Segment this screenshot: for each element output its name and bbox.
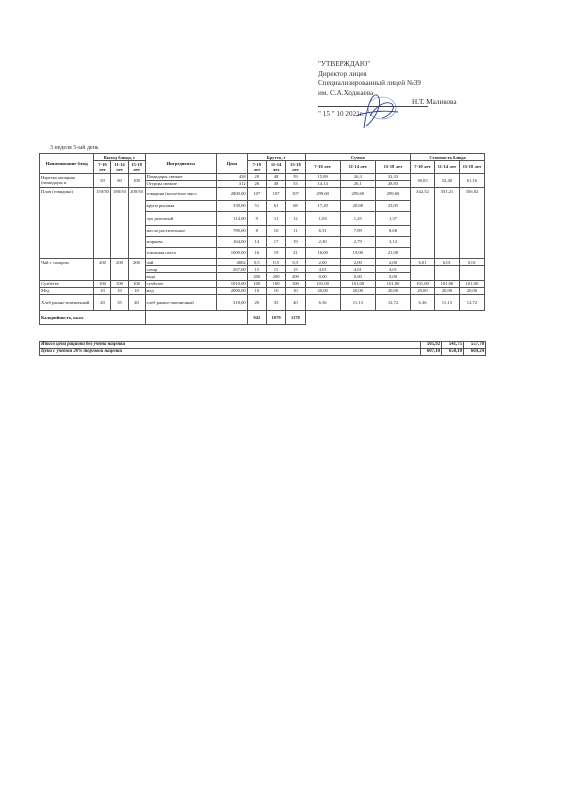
ingredient-cell: сахар (145, 266, 217, 273)
price-cell: 1000,00 (217, 248, 248, 259)
header-ingredients: Ингредиенты (145, 154, 217, 174)
header-gross: Брутто, г (247, 154, 305, 161)
gross-cell: 11 (266, 212, 285, 226)
approval-director-name: Н.Т. Маликова (412, 98, 457, 107)
cost-cell: 342,52 (411, 188, 435, 259)
header-age: 11-14 лет (340, 161, 375, 173)
sum-cell: 299,60 (305, 188, 340, 201)
ingredient-cell: томатная паста (145, 248, 217, 259)
cost-cell: 351,21 (434, 188, 459, 259)
dish-name: Сухбетее (40, 280, 94, 287)
cost-cell: 6,01 (411, 259, 435, 266)
calories-value: 1079 (266, 311, 285, 325)
cost-cell: 101,00 (411, 280, 435, 287)
header-age: 7-10 лет (247, 161, 266, 173)
dish-name: Плов (говядина) (40, 188, 94, 259)
total-value: 650,10 (442, 349, 464, 356)
dish-name: Чай с сахаром (40, 259, 94, 281)
cost-cell: 6,01 (459, 259, 484, 266)
approval-position: Директор лицея (318, 69, 367, 78)
header-age: 15-18 лет (459, 161, 484, 173)
approval-named-after: им. С.А.Ходжаева (318, 88, 374, 97)
gross-cell: 0,5 (266, 259, 285, 266)
total-row (40, 349, 486, 356)
gross-cell: 19 (266, 248, 285, 259)
header-age: 11-14 лет (266, 161, 285, 173)
header-output: Выход блюда, г (94, 154, 145, 161)
gross-cell: 9 (247, 212, 266, 226)
gross-cell: 0,5 (286, 259, 305, 266)
sum-cell: 16,00 (305, 248, 340, 259)
gross-cell: 40 (286, 295, 305, 311)
sum-cell: 20,00 (340, 287, 375, 294)
cost-cell: 20,00 (434, 287, 459, 294)
empty-cell (411, 266, 435, 280)
gross-cell: 200 (247, 273, 266, 280)
ingredient-cell: чай (145, 259, 217, 266)
gross-cell: 10 (266, 287, 285, 294)
cost-cell: 52,40 (434, 173, 459, 187)
cost-cell: 20,00 (411, 287, 435, 294)
header-age-row (40, 161, 485, 173)
header-age: 7-10 лет (305, 161, 340, 173)
table-row (40, 188, 485, 201)
gross-cell: 15 (247, 266, 266, 273)
output-cell: 200/50 (128, 188, 145, 259)
sum-cell: 3,12 (375, 237, 410, 248)
header-age: 11-14 лет (111, 161, 128, 173)
output-cell: 50 (94, 173, 111, 187)
gross-cell: 26 (247, 180, 266, 187)
sum-cell: 32,33 (375, 173, 410, 180)
sum-cell: 26,1 (340, 180, 375, 187)
gross-cell: 107 (266, 188, 285, 201)
output-cell: 10 (94, 287, 111, 294)
gross-cell: 15 (286, 266, 305, 273)
sum-cell: 101,00 (375, 280, 410, 287)
sum-cell: 2,00 (305, 259, 340, 266)
gross-cell: 20 (247, 295, 266, 311)
empty-cell (305, 311, 484, 325)
price-cell: 164,00 (217, 237, 248, 248)
sum-cell: 28,83 (375, 180, 410, 187)
calories-value: 942 (247, 311, 266, 325)
sum-cell: 6,36 (305, 295, 340, 311)
sum-cell: 20,68 (340, 201, 375, 212)
dish-name: Хлеб ржано-пшеничный (40, 295, 94, 311)
approval-organization: Специализированный лицей №39 (318, 79, 421, 88)
sum-cell: 2,00 (375, 259, 410, 266)
ingredient-cell: говядина (котлетное мясо (145, 188, 217, 201)
header-age: 7-10 лет (94, 161, 111, 173)
gross-cell: 29 (247, 173, 266, 180)
empty-cell (145, 311, 247, 325)
cost-cell: 101,00 (459, 280, 484, 287)
sum-cell: 23,05 (375, 201, 410, 212)
ingredient-cell: Огурцы свежие (145, 180, 217, 187)
gross-cell: 8 (247, 226, 266, 237)
price-cell: 789,00 (217, 226, 248, 237)
gross-cell: 21 (286, 248, 305, 259)
dish-name: Нарезка овощная (помидоры и (40, 173, 94, 187)
header-age: 15-18 лет (128, 161, 145, 173)
output-cell: 40 (128, 295, 145, 311)
sum-cell: 2,30 (305, 237, 340, 248)
output-cell: 100 (128, 280, 145, 287)
price-cell: 4002 (217, 259, 248, 266)
sum-cell: 17,29 (305, 201, 340, 212)
output-cell: 10 (111, 287, 128, 294)
price-cell: 312 (217, 180, 248, 187)
sum-cell: 8,68 (375, 226, 410, 237)
sum-cell: 20,00 (305, 287, 340, 294)
table-row (40, 295, 485, 311)
header-name: Наименование блюд (40, 154, 94, 174)
total-value: 669,24 (464, 349, 486, 356)
header-row (40, 154, 485, 161)
price-cell: 1010,00 (217, 280, 248, 287)
cost-cell: 101,00 (434, 280, 459, 287)
sum-cell: 14,14 (305, 180, 340, 187)
sum-cell: 1,37 (375, 212, 410, 226)
sum-cell: 20,00 (375, 287, 410, 294)
cost-cell: 20,00 (459, 287, 484, 294)
week-day-label: 3 неделя 5-ый день (50, 145, 99, 151)
gross-cell: 0,5 (247, 259, 266, 266)
sum-cell: 4,01 (375, 266, 410, 273)
total-row (40, 342, 486, 349)
calories-label: Калорийность, ккал (40, 311, 146, 325)
gross-cell: 14 (247, 237, 266, 248)
gross-cell: 100 (266, 280, 285, 287)
gross-cell: 53 (286, 180, 305, 187)
price-cell: 114,00 (217, 212, 248, 226)
total-value: 541,75 (442, 342, 464, 349)
price-cell (217, 273, 248, 280)
output-cell: 150/50 (94, 188, 111, 259)
header-age: 7-10 лет (411, 161, 435, 173)
gross-cell: 10 (286, 287, 305, 294)
gross-cell: 35 (266, 295, 285, 311)
header-age: 15-18 лет (375, 161, 410, 173)
cost-cell: 6,36 (411, 295, 435, 311)
cost-cell: 30,03 (411, 173, 435, 187)
gross-cell: 51 (247, 201, 266, 212)
calories-value: 1178 (286, 311, 305, 325)
header-price: Цена (217, 154, 248, 174)
sum-cell: 21,00 (375, 248, 410, 259)
calories-row (40, 311, 485, 325)
total-value: 505,92 (421, 342, 442, 349)
gross-cell: 107 (247, 188, 266, 201)
table-row (40, 280, 485, 287)
sum-cell: 101,00 (305, 280, 340, 287)
gross-cell: 100 (286, 280, 305, 287)
gross-cell: 48 (266, 173, 285, 180)
ingredient-cell: лук репчатый (145, 212, 217, 226)
gross-cell: 107 (286, 188, 305, 201)
ingredient-cell: масло растительное (145, 226, 217, 237)
empty-cell (459, 266, 484, 280)
director-signature (346, 86, 406, 136)
sum-cell: 0,00 (340, 273, 375, 280)
header-cost: Стоимость блюда (411, 154, 485, 161)
output-cell: 100 (94, 280, 111, 287)
gross-cell: 10 (247, 287, 266, 294)
sum-cell: 26,3 (340, 173, 375, 180)
price-cell: 2000,00 (217, 287, 248, 294)
sum-cell: 1,25 (340, 212, 375, 226)
ingredient-cell: морковь (145, 237, 217, 248)
sum-cell: 2,00 (340, 259, 375, 266)
gross-cell: 200 (286, 273, 305, 280)
total-value: 607,10 (421, 349, 442, 356)
approval-title: "УТВЕРЖДАЮ" (318, 60, 371, 68)
gross-cell: 15 (266, 266, 285, 273)
total-value: 557,70 (464, 342, 486, 349)
table-row (40, 287, 485, 294)
totals-table (39, 341, 486, 356)
gross-cell: 16 (247, 248, 266, 259)
table-row (40, 259, 485, 266)
price-cell: 267,00 (217, 266, 248, 273)
gross-cell: 19 (286, 237, 305, 248)
total-label: Цена с учетом 20% торговой наценки (40, 349, 421, 356)
ingredient-cell: Помидоры свежие (145, 173, 217, 180)
price-cell: 318,00 (217, 295, 248, 311)
total-label: Итого цена рациона без учета наценки (40, 342, 421, 349)
gross-cell: 48 (266, 180, 285, 187)
gross-cell: 59 (286, 173, 305, 180)
dish-name: Мед (40, 287, 94, 294)
price-cell: 339,00 (217, 201, 248, 212)
ingredient-cell: мед (145, 287, 217, 294)
output-cell: 20 (94, 295, 111, 311)
cost-cell: 61,16 (459, 173, 484, 187)
sum-cell: 4,01 (340, 266, 375, 273)
empty-cell (434, 266, 459, 280)
gross-cell: 11 (286, 226, 305, 237)
cost-cell: 11,13 (434, 295, 459, 311)
cost-cell: 356,82 (459, 188, 484, 259)
gross-cell: 68 (286, 201, 305, 212)
sum-cell: 7,89 (340, 226, 375, 237)
sum-cell: 0,00 (375, 273, 410, 280)
sum-cell: 299,60 (375, 188, 410, 201)
ingredient-cell: вода (145, 273, 217, 280)
menu-table (39, 153, 485, 325)
sum-cell: 11,13 (340, 295, 375, 311)
sum-cell: 1,03 (305, 212, 340, 226)
sum-cell: 15,89 (305, 173, 340, 180)
sum-cell: 12,72 (375, 295, 410, 311)
gross-cell: 200 (266, 273, 285, 280)
ingredient-cell: хлеб ржано-пшеничный (145, 295, 217, 311)
sum-cell: 101,00 (340, 280, 375, 287)
ingredient-cell: сухбетее (145, 280, 217, 287)
ingredient-cell: крупа рисовая (145, 201, 217, 212)
approval-date: " 15 " 10 2021г. (318, 110, 364, 119)
cost-cell: 6,01 (434, 259, 459, 266)
price-cell: 2800,00 (217, 188, 248, 201)
price-cell: 458 (217, 173, 248, 180)
gross-cell: 10 (266, 226, 285, 237)
output-cell: 180/50 (111, 188, 128, 259)
sum-cell: 4,01 (305, 266, 340, 273)
sum-cell: 19,00 (340, 248, 375, 259)
table-row (40, 173, 485, 180)
output-cell: 35 (111, 295, 128, 311)
sum-cell: 2,79 (340, 237, 375, 248)
sum-cell: 0,00 (305, 273, 340, 280)
header-sum: Сумма (305, 154, 411, 161)
cost-cell: 12,72 (459, 295, 484, 311)
gross-cell: 12 (286, 212, 305, 226)
output-cell: 200 (128, 259, 145, 281)
gross-cell: 100 (247, 280, 266, 287)
header-age: 15-18 лет (286, 161, 305, 173)
header-age: 11-14 лет (434, 161, 459, 173)
sum-cell: 6,31 (305, 226, 340, 237)
output-cell: 10 (128, 287, 145, 294)
output-cell: 200 (94, 259, 111, 281)
sum-cell: 299,60 (340, 188, 375, 201)
gross-cell: 61 (266, 201, 285, 212)
gross-cell: 17 (266, 237, 285, 248)
output-cell: 100 (111, 280, 128, 287)
output-cell: 200 (111, 259, 128, 281)
output-cell: 80 (111, 173, 128, 187)
output-cell: 100 (128, 173, 145, 187)
